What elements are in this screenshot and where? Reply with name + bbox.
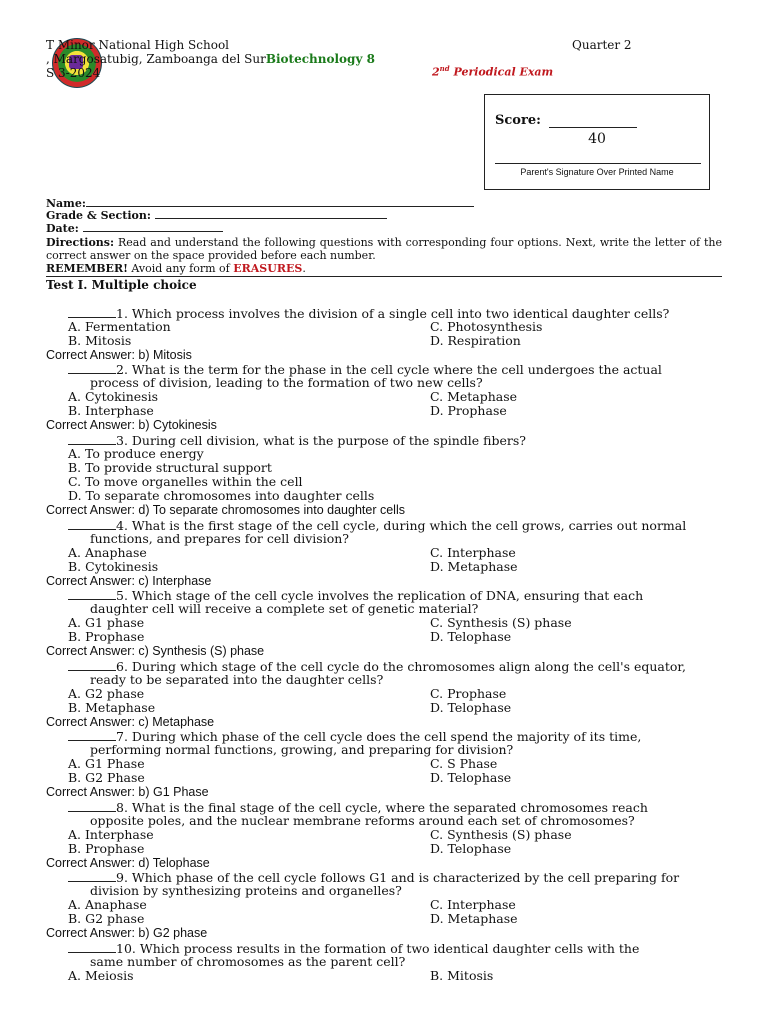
- grade-label: Grade & Section:: [46, 209, 151, 222]
- question-text: [46, 362, 726, 376]
- question-body: Which phase of the cell cycle follows G1 and is characterized by the cell preparing for: [127, 870, 680, 885]
- option[interactable]: C. To move organelles within the cell: [68, 473, 303, 489]
- directions-label: Directions:: [46, 236, 115, 249]
- option[interactable]: A. Fermentation: [68, 319, 171, 334]
- question-text: [46, 306, 726, 320]
- option-row: [46, 560, 726, 574]
- correct-answer: Correct Answer: b) Mitosis: [46, 348, 192, 362]
- option-row: [46, 701, 726, 715]
- correct-answer: Correct Answer: d) To separate chromosomes into daughter cells: [46, 502, 405, 517]
- correct-answer: Correct Answer: b) G1 Phase: [46, 785, 209, 799]
- question-text-continued: functions, and prepares for cell division?: [90, 530, 349, 546]
- question-item: [46, 588, 726, 658]
- exam-title: [432, 64, 553, 79]
- option[interactable]: A. Meiosis: [68, 967, 134, 983]
- option-row: [46, 320, 726, 334]
- question-text-continued: process of division, leading to the formation of two new cells?: [90, 375, 483, 391]
- exam-prefix: 2: [432, 65, 440, 79]
- option[interactable]: A. G2 phase: [68, 685, 145, 701]
- remember-period: .: [302, 262, 306, 275]
- option[interactable]: D. Respiration: [430, 333, 521, 348]
- grade-field: [46, 208, 387, 222]
- question-body: What is the first stage of the cell cycle, during which the cell grows, carries out normal: [127, 517, 687, 533]
- school-address: , Margosatubig, Zamboanga del Sur: [46, 52, 266, 66]
- option[interactable]: B. Prophase: [68, 840, 145, 856]
- question-number: 10.: [116, 940, 136, 956]
- question-body: During cell division, what is the purpose of the spindle fibers?: [127, 432, 526, 448]
- question-text: [46, 800, 726, 814]
- question-text-continued: division by synthesizing proteins and organelles?: [90, 883, 402, 898]
- option[interactable]: D. Metaphase: [430, 911, 518, 926]
- question-text-continued: opposite poles, and the nuclear membrane reforms around each set of chromosomes?: [90, 812, 635, 828]
- option[interactable]: B. Interphase: [68, 403, 154, 419]
- answer-blank[interactable]: [68, 588, 116, 600]
- question-text: [46, 433, 726, 447]
- option[interactable]: A. Anaphase: [68, 544, 147, 560]
- answer-blank[interactable]: [68, 659, 116, 671]
- answer-blank[interactable]: [68, 800, 116, 812]
- option[interactable]: C. Metaphase: [430, 389, 518, 405]
- exam-title-text: Periodical Exam: [449, 65, 554, 79]
- correct-answer: Correct Answer: b) Cytokinesis: [46, 418, 217, 433]
- option[interactable]: B. Cytokinesis: [68, 558, 159, 574]
- option-row: [46, 828, 726, 842]
- question-number: 4.: [116, 517, 128, 533]
- option[interactable]: C. Synthesis (S) phase: [430, 615, 572, 630]
- directions-text: Read and understand the following questions with corresponding four options. Next, write the letter of the correct answer on the space provided before each number.: [46, 236, 722, 262]
- question-item: [46, 362, 726, 432]
- score-label: Score:: [495, 113, 541, 128]
- question-number: 1.: [116, 306, 128, 321]
- option-row: [46, 616, 726, 630]
- question-number: 5.: [116, 588, 128, 603]
- answer-blank[interactable]: [68, 362, 116, 374]
- question-item: [46, 941, 726, 983]
- correct-answer: Correct Answer: b) G2 phase: [46, 926, 208, 940]
- question-body: Which process involves the division of a single cell into two identical daughter cells?: [127, 306, 670, 321]
- question-body: Which process results in the formation of two identical daughter cells with the: [135, 940, 640, 956]
- question-number: 7.: [116, 729, 128, 744]
- date-label: Date:: [46, 222, 79, 235]
- date-blank[interactable]: [83, 221, 223, 232]
- option[interactable]: C. Synthesis (S) phase: [430, 826, 572, 842]
- remember-label: REMEMBER!: [46, 262, 128, 275]
- question-body: Which stage of the cell cycle involves the replication of DNA, ensuring that each: [127, 588, 644, 603]
- option-row: [46, 757, 726, 771]
- answer-blank[interactable]: [68, 870, 116, 882]
- divider: [46, 276, 722, 277]
- correct-answer: Correct Answer: c) Metaphase: [46, 714, 215, 729]
- option-row: [46, 630, 726, 644]
- correct-answer: Correct Answer: d) Telophase: [46, 855, 210, 870]
- option[interactable]: D. Telophase: [430, 629, 512, 644]
- question-body: During which stage of the cell cycle do the chromosomes align along the cell's equator,: [127, 658, 687, 674]
- option[interactable]: B. Mitosis: [430, 967, 494, 983]
- question-number: 3.: [116, 432, 128, 448]
- question-text: [46, 518, 726, 532]
- option[interactable]: D. Metaphase: [430, 558, 518, 574]
- score-total: 40: [588, 131, 606, 147]
- question-text: [46, 659, 726, 673]
- option-row: [46, 546, 726, 560]
- option[interactable]: D. Telophase: [430, 840, 512, 856]
- option-row: [46, 390, 726, 404]
- subject-title: Biotechnology 8: [265, 52, 375, 66]
- option[interactable]: B. G2 phase: [68, 911, 145, 926]
- option[interactable]: A. G1 phase: [68, 615, 145, 630]
- question-body: What is the term for the phase in the cell cycle where the cell undergoes the actual: [127, 362, 662, 378]
- option[interactable]: D. Prophase: [430, 403, 507, 419]
- question-text-continued: ready to be separated into the daughter cells?: [90, 671, 384, 687]
- option[interactable]: A. G1 Phase: [68, 756, 145, 771]
- option[interactable]: D. To separate chromosomes into daughter cells: [68, 487, 375, 503]
- question-number: 8.: [116, 799, 128, 815]
- option-row: [46, 842, 726, 856]
- question-body: During which phase of the cell cycle does the cell spend the majority of its time,: [127, 729, 642, 744]
- option[interactable]: D. Telophase: [430, 770, 512, 785]
- answer-blank[interactable]: [68, 306, 116, 318]
- option[interactable]: C. Interphase: [430, 897, 516, 912]
- answer-blank[interactable]: [68, 941, 116, 953]
- answer-blank[interactable]: [68, 433, 116, 445]
- school-year: S 3-2024: [46, 66, 101, 80]
- option[interactable]: A. Cytokinesis: [68, 389, 158, 405]
- option[interactable]: B. Prophase: [68, 629, 145, 644]
- signature-label: Parent's Signature Over Printed Name: [520, 167, 674, 177]
- question-text: [46, 870, 726, 884]
- option[interactable]: B. Metaphase: [68, 699, 156, 715]
- option[interactable]: B. G2 Phase: [68, 770, 145, 785]
- question-item: [46, 433, 726, 517]
- option[interactable]: A. To produce energy: [68, 445, 204, 461]
- exam-sup: nd: [439, 64, 450, 73]
- option-row: [46, 687, 726, 701]
- question-text: [46, 588, 726, 602]
- question-text-continued: same number of chromosomes as the parent cell?: [90, 953, 406, 969]
- question-item: [46, 518, 726, 588]
- question-text: [46, 941, 726, 955]
- option-row: [46, 898, 726, 912]
- question-text-continued: performing normal functions, growing, and preparing for division?: [90, 742, 514, 757]
- school-name: T Minor National High School: [46, 38, 230, 52]
- date-field: [46, 221, 223, 235]
- option-row: [46, 969, 726, 983]
- question-item: [46, 659, 726, 729]
- option[interactable]: A. Interphase: [68, 826, 154, 842]
- option[interactable]: C. Interphase: [430, 544, 516, 560]
- option[interactable]: A. Anaphase: [68, 897, 147, 912]
- option[interactable]: C. Photosynthesis: [430, 319, 543, 334]
- option-row: [46, 334, 726, 348]
- test-title: Test I. Multiple choice: [46, 278, 197, 292]
- directions: [46, 236, 722, 275]
- name-label: Name:: [46, 197, 86, 210]
- question-number: 2.: [116, 362, 128, 378]
- option[interactable]: C. S Phase: [430, 756, 498, 771]
- name-blank[interactable]: [86, 196, 474, 207]
- option[interactable]: C. Prophase: [430, 685, 507, 701]
- option-row: [46, 771, 726, 785]
- option-row: [46, 404, 726, 418]
- answer-blank[interactable]: [68, 518, 116, 530]
- option-row: [46, 912, 726, 926]
- question-text: [46, 729, 726, 743]
- question-item: [46, 800, 726, 870]
- question-body: What is the final stage of the cell cycle, where the separated chromosomes reach: [127, 799, 648, 815]
- remember-text: Avoid any form of: [127, 262, 234, 275]
- answer-blank[interactable]: [68, 729, 116, 741]
- grade-blank[interactable]: [155, 208, 387, 219]
- score-blank[interactable]: [549, 127, 637, 128]
- question-text-continued: daughter cell will receive a complete set of genetic material?: [90, 601, 479, 616]
- question-item: [46, 870, 726, 940]
- option[interactable]: B. To provide structural support: [68, 459, 272, 475]
- question-item: [46, 729, 726, 799]
- school-address-line: [46, 52, 375, 66]
- correct-answer: Correct Answer: c) Synthesis (S) phase: [46, 644, 265, 658]
- question-number: 6.: [116, 658, 128, 674]
- option[interactable]: D. Telophase: [430, 699, 512, 715]
- correct-answer: Correct Answer: c) Interphase: [46, 573, 212, 588]
- option[interactable]: B. Mitosis: [68, 333, 132, 348]
- question-number: 9.: [116, 870, 128, 885]
- erasures-word: ERASURES: [233, 262, 303, 275]
- quarter-label: Quarter 2: [572, 38, 632, 52]
- signature-blank[interactable]: [495, 163, 701, 164]
- score-box: [484, 94, 710, 190]
- question-item: [46, 306, 726, 362]
